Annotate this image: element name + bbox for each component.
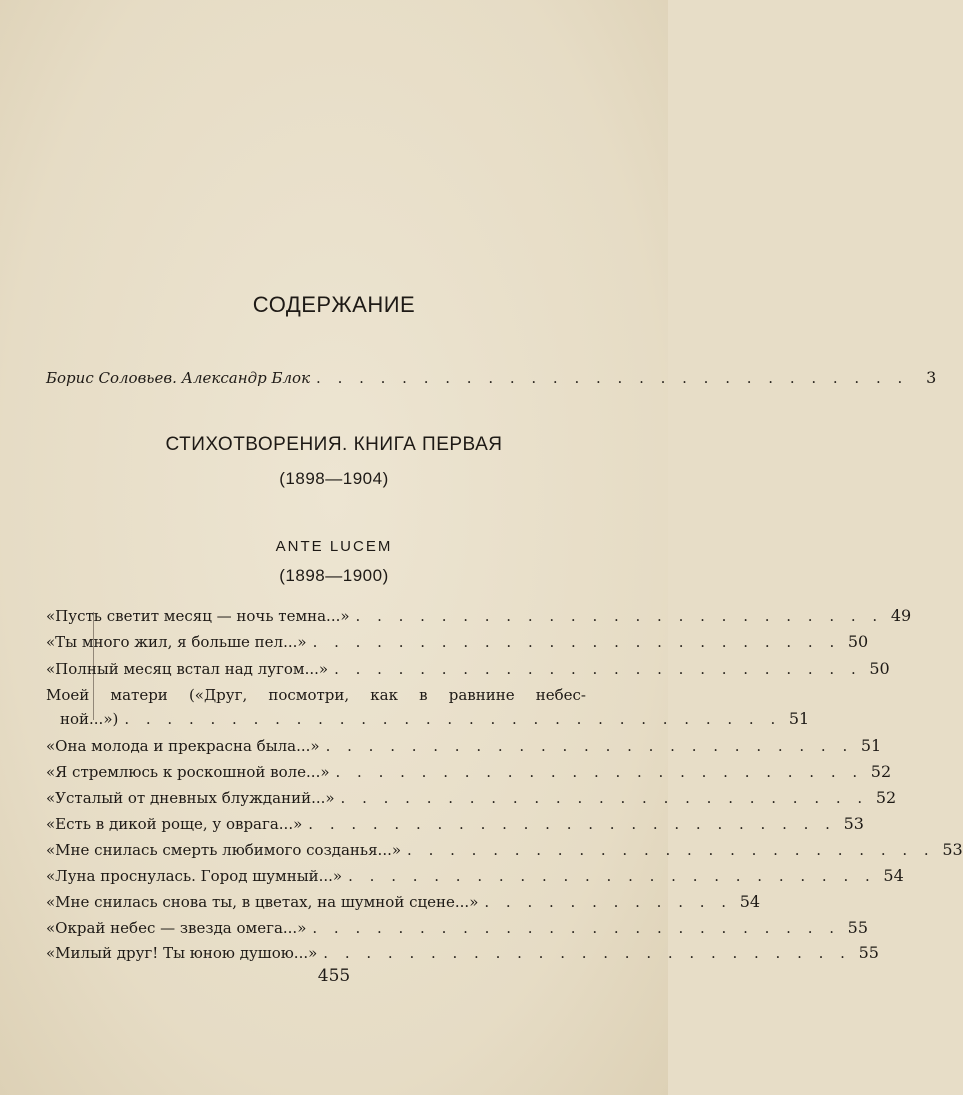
leader-dots: . . . . . . . . . . . . . . . . . . . . . . . . . bbox=[407, 841, 935, 859]
toc-page-number: 54 bbox=[739, 892, 761, 911]
contents-heading: СОДЕРЖАНИЕ bbox=[252, 292, 416, 317]
toc-page-number: 49 bbox=[890, 606, 912, 625]
leader-dots: . . . . . . . . . . . . . . . . . . . . . . . . . . . . . . . bbox=[124, 710, 782, 728]
leader-dots: . . . . . . . . . . . . . . . . . . . . . . . . . bbox=[340, 789, 869, 807]
toc-page-number: 53 bbox=[843, 814, 864, 833]
toc-page-number: 50 bbox=[869, 659, 890, 678]
toc-entry-title: «Она молода и прекрасна была...» bbox=[46, 737, 320, 755]
toc-entry[interactable] bbox=[46, 709, 810, 733]
toc-entry-title: «Окрай небес — звезда омега...» bbox=[46, 919, 307, 937]
toc-page-number: 52 bbox=[875, 788, 897, 807]
leader-dots: . . . . . . . . . . . . . . . . . . . . . . . . . bbox=[308, 815, 836, 833]
leader-dots: . . . . . . . . . . . . . . . . . . . . . . . . . bbox=[334, 660, 862, 678]
toc-entry-title: «Мне снилась смерть любимого созданья...» bbox=[46, 841, 402, 859]
toc-entry-title-line2: ной...») bbox=[60, 710, 119, 728]
toc-entry-title: «Пусть светит месяц — ночь темна...» bbox=[46, 607, 350, 625]
toc-entry[interactable] bbox=[46, 788, 897, 812]
toc-entry[interactable] bbox=[46, 918, 869, 942]
subsection-years: (1898—1900) bbox=[279, 566, 389, 585]
toc-page-number: 51 bbox=[788, 709, 810, 728]
section-title: СТИХОТВОРЕНИЯ. КНИГА ПЕРВАЯ bbox=[165, 434, 503, 455]
leader-dots: . . . . . . . . . . . . . . . . . . . . . . . . . bbox=[312, 919, 841, 937]
leader-dots: . . . . . . . . . . . . . . . . . . . . . . . . . bbox=[312, 633, 841, 651]
page-folio-number: 455 bbox=[317, 966, 351, 986]
leader-dots: . . . . . . . . . . . . . . . . . . . . . . . . . . . . bbox=[316, 369, 909, 387]
toc-entry-title: «Усталый от дневных блужданий...» bbox=[46, 789, 335, 807]
toc-entry-title: «Ты много жил, я больше пел...» bbox=[46, 633, 307, 651]
leader-dots: . . . . . . . . . . . . . . . . . . . . . . . . . bbox=[355, 607, 884, 625]
toc-entry-title: «Милый друг! Ты юною душою...» bbox=[46, 944, 318, 962]
toc-page-number: 55 bbox=[858, 943, 879, 962]
toc-entry-title: Борис Соловьев. Александр Блок bbox=[46, 369, 311, 387]
toc-entry[interactable] bbox=[46, 943, 879, 967]
toc-page-number: 53 bbox=[942, 840, 963, 859]
subsection-title: ANTE LUCEM bbox=[275, 538, 393, 555]
toc-entry[interactable] bbox=[46, 606, 912, 630]
toc-entry-intro[interactable] bbox=[46, 368, 937, 392]
toc-entry[interactable] bbox=[46, 892, 761, 916]
leader-dots: . . . . . . . . . . . . bbox=[484, 893, 733, 911]
toc-entry[interactable] bbox=[46, 736, 882, 760]
toc-entry[interactable] bbox=[46, 762, 892, 786]
toc-entry-title-line1[interactable]: Моей матери («Друг, посмотри, как в равнине небес- bbox=[46, 686, 586, 704]
toc-page-number: 52 bbox=[870, 762, 892, 781]
toc-page-number: 54 bbox=[883, 866, 904, 885]
toc-entry[interactable] bbox=[46, 866, 904, 890]
leader-dots: . . . . . . . . . . . . . . . . . . . . . . . . . bbox=[323, 944, 851, 962]
leader-dots: . . . . . . . . . . . . . . . . . . . . . . . . . bbox=[325, 737, 854, 755]
toc-entry[interactable] bbox=[46, 840, 963, 864]
toc-page-number: 3 bbox=[926, 368, 937, 387]
toc-entry-title: «Полный месяц встал над лугом...» bbox=[46, 660, 329, 678]
toc-entry[interactable] bbox=[46, 632, 869, 656]
toc-entry-title: «Я стремлюсь к роскошной воле...» bbox=[46, 763, 330, 781]
leader-dots: . . . . . . . . . . . . . . . . . . . . . . . . . bbox=[348, 867, 876, 885]
toc-entry[interactable] bbox=[46, 814, 864, 838]
toc-entry-title: «Луна проснулась. Город шумный...» bbox=[46, 867, 343, 885]
toc-page-number: 50 bbox=[847, 632, 869, 651]
toc-page-number: 55 bbox=[847, 918, 869, 937]
toc-entry-title: «Есть в дикой роще, у оврага...» bbox=[46, 815, 303, 833]
toc-entry-title: «Мне снилась снова ты, в цветах, на шумной сцене...» bbox=[46, 893, 479, 911]
section-years: (1898—1904) bbox=[279, 469, 389, 488]
toc-entry[interactable] bbox=[46, 659, 890, 683]
toc-page-number: 51 bbox=[860, 736, 882, 755]
leader-dots: . . . . . . . . . . . . . . . . . . . . . . . . . bbox=[335, 763, 864, 781]
